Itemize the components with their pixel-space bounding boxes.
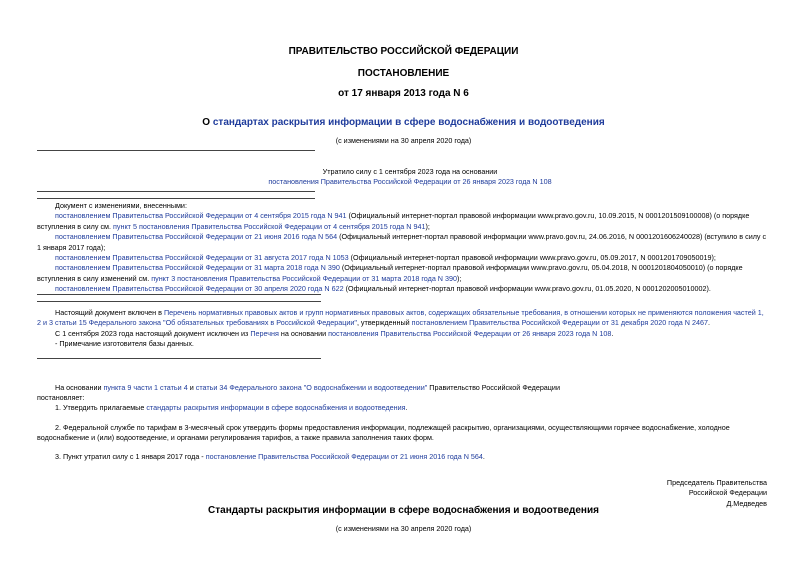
- amendment-tail: );: [457, 273, 462, 283]
- item-3: [37, 452, 767, 462]
- amendment-link[interactable]: пункт 5 постановления Правительства Российской Федерации от 4 сентября 2015 года N 941: [113, 221, 426, 231]
- amendment-link[interactable]: постановлением Правительства Российской Федерации от 31 августа 2017 года N 1053: [55, 253, 349, 263]
- basis-link[interactable]: пункта 9 части 1 статьи 4: [103, 383, 188, 392]
- item-2: 2. Федеральной службе по тарифам в 3-месячный срок утвердить формы предоставления информации, подлежащей раскрытию, организациями, осуществляющими горячее водоснабжение, холодное водоснабжение и (или) водоотведение, и органами регулирования тарифов, а также правила заполнения таких форм.: [37, 423, 730, 443]
- notice-text: на основании: [278, 328, 329, 338]
- basis-line: [37, 383, 767, 393]
- document-date-number: от 17 января 2013 года N 6: [338, 88, 469, 99]
- standards-link[interactable]: стандарты раскрытия информации в сфере водоснабжения и водоотведения: [146, 403, 406, 412]
- basis-link[interactable]: статьи 34 Федерального закона "О водоснабжении и водоотведении": [195, 383, 428, 392]
- notice-text: .: [611, 328, 614, 338]
- lost-force-link[interactable]: постановления Правительства Российской Федерации от 26 января 2023 года N 108: [268, 177, 552, 186]
- signature-name: Д.Медведев: [726, 498, 767, 508]
- signature-org: Российской Федерации: [688, 488, 767, 498]
- notice-paragraph: [37, 308, 767, 329]
- repeal-link[interactable]: постановление Правительства Российской Федерации от 21 июня 2016 года N 564: [205, 452, 483, 461]
- amendment-source: (Официальный интернет-портал правовой информации www.pravo.gov.ru, 05.04.2018, N 0001201804050010) (о порядке вступления в силу изменений см.: [37, 263, 743, 283]
- amendment-link[interactable]: постановлением Правительства Российской Федерации от 21 июня 2016 года N 564: [55, 232, 338, 242]
- divider: [37, 358, 321, 359]
- notice-link[interactable]: Перечень нормативных правовых актов и групп нормативных правовых актов, содержащих обязательные требования, в отношении которых не применяются положения частей 1, 2 и 3 статьи 15 Федерального закона "Об обязательных требованиях в Российской Федерации": [37, 308, 764, 328]
- notice-text: С 1 сентября 2023 года настоящий документ исключен из: [55, 328, 251, 338]
- divider: [37, 150, 315, 151]
- amendment-item: [37, 263, 767, 284]
- amendment-item: [37, 211, 767, 232]
- amendment-source: (Официальный интернет-портал правовой информации www.pravo.gov.ru, 24.06.2016, N 0001201606240028) (вступило в силу с 1 января 2017 года);: [37, 232, 767, 252]
- amendments-block: [37, 201, 767, 295]
- amendment-link[interactable]: постановлением Правительства Российской Федерации от 30 апреля 2020 года N 622: [55, 284, 344, 294]
- notice-paragraph: [37, 329, 767, 339]
- amendment-link[interactable]: пункт 3 постановления Правительства Российской Федерации от 31 марта 2018 года N 390: [151, 273, 457, 283]
- annex-title: Стандарты раскрытия информации в сфере водоснабжения и водоотведения: [208, 505, 599, 516]
- amendment-item: [37, 232, 767, 253]
- body-text: и: [187, 383, 196, 392]
- body-text: На основании: [55, 383, 104, 392]
- divider: [37, 301, 321, 302]
- basis-paragraph: [37, 383, 767, 404]
- changes-note: (с изменениями на 30 апреля 2020 года): [335, 136, 472, 145]
- signature-position: Председатель Правительства: [666, 478, 767, 487]
- body-text: 1. Утвердить прилагаемые: [55, 403, 147, 412]
- amendment-link[interactable]: постановлением Правительства Российской Федерации от 4 сентября 2015 года N 941: [55, 211, 347, 221]
- annex-changes-note: (с изменениями на 30 апреля 2020 года): [335, 524, 472, 533]
- amendment-source: (Официальный интернет-портал правовой информации www.pravo.gov.ru, 10.09.2015, N 0001201509100008) (о порядке вступления в силу см.: [37, 211, 750, 231]
- notice-text: , утвержденный: [356, 318, 412, 328]
- notice-text: .: [707, 318, 710, 328]
- divider: [37, 294, 321, 295]
- body-text: 3. Пункт утратил силу с 1 января 2017 года -: [55, 452, 206, 461]
- notice-link[interactable]: постановления Правительства Российской Федерации от 26 января 2023 года N 108: [328, 328, 612, 338]
- amendment-source: (Официальный интернет-портал правовой информации www.pravo.gov.ru, 05.09.2017, N 0001201709050019);: [348, 253, 716, 263]
- title-prefix: О: [202, 117, 213, 128]
- notice-block: [37, 308, 767, 350]
- document-title: [0, 117, 807, 128]
- item-1: [37, 403, 767, 413]
- lost-force-line: Утратило силу с 1 сентября 2023 года на основании: [322, 167, 498, 176]
- divider: [37, 191, 315, 192]
- body-text: .: [482, 452, 485, 461]
- notice-link[interactable]: постановлением Правительства Российской Федерации от 31 декабря 2020 года N 2467: [411, 318, 708, 328]
- amendment-item: [37, 253, 767, 263]
- amendment-tail: );: [425, 221, 430, 231]
- body-text: .: [405, 403, 408, 412]
- government-name: ПРАВИТЕЛЬСТВО РОССИЙСКОЙ ФЕДЕРАЦИИ: [288, 46, 519, 57]
- title-link[interactable]: стандартах раскрытия информации в сфере водоснабжения и водоотведения: [212, 117, 605, 128]
- amendments-intro: Документ с изменениями, внесенными:: [55, 201, 187, 210]
- body-text: Правительство Российской Федерации: [427, 383, 560, 392]
- amendment-source: (Официальный интернет-портал правовой информации www.pravo.gov.ru, 01.05.2020, N 0001202005010002).: [343, 284, 711, 294]
- db-producer-note: - Примечание изготовителя базы данных.: [55, 339, 194, 349]
- divider: [37, 198, 315, 199]
- notice-link[interactable]: Перечня: [250, 328, 279, 338]
- notice-text: Настоящий документ включен в: [55, 308, 164, 317]
- document-type: ПОСТАНОВЛЕНИЕ: [357, 68, 450, 79]
- decides-line: постановляет:: [37, 393, 85, 403]
- amendment-link[interactable]: постановлением Правительства Российской Федерации от 31 марта 2018 года N 390: [55, 263, 340, 273]
